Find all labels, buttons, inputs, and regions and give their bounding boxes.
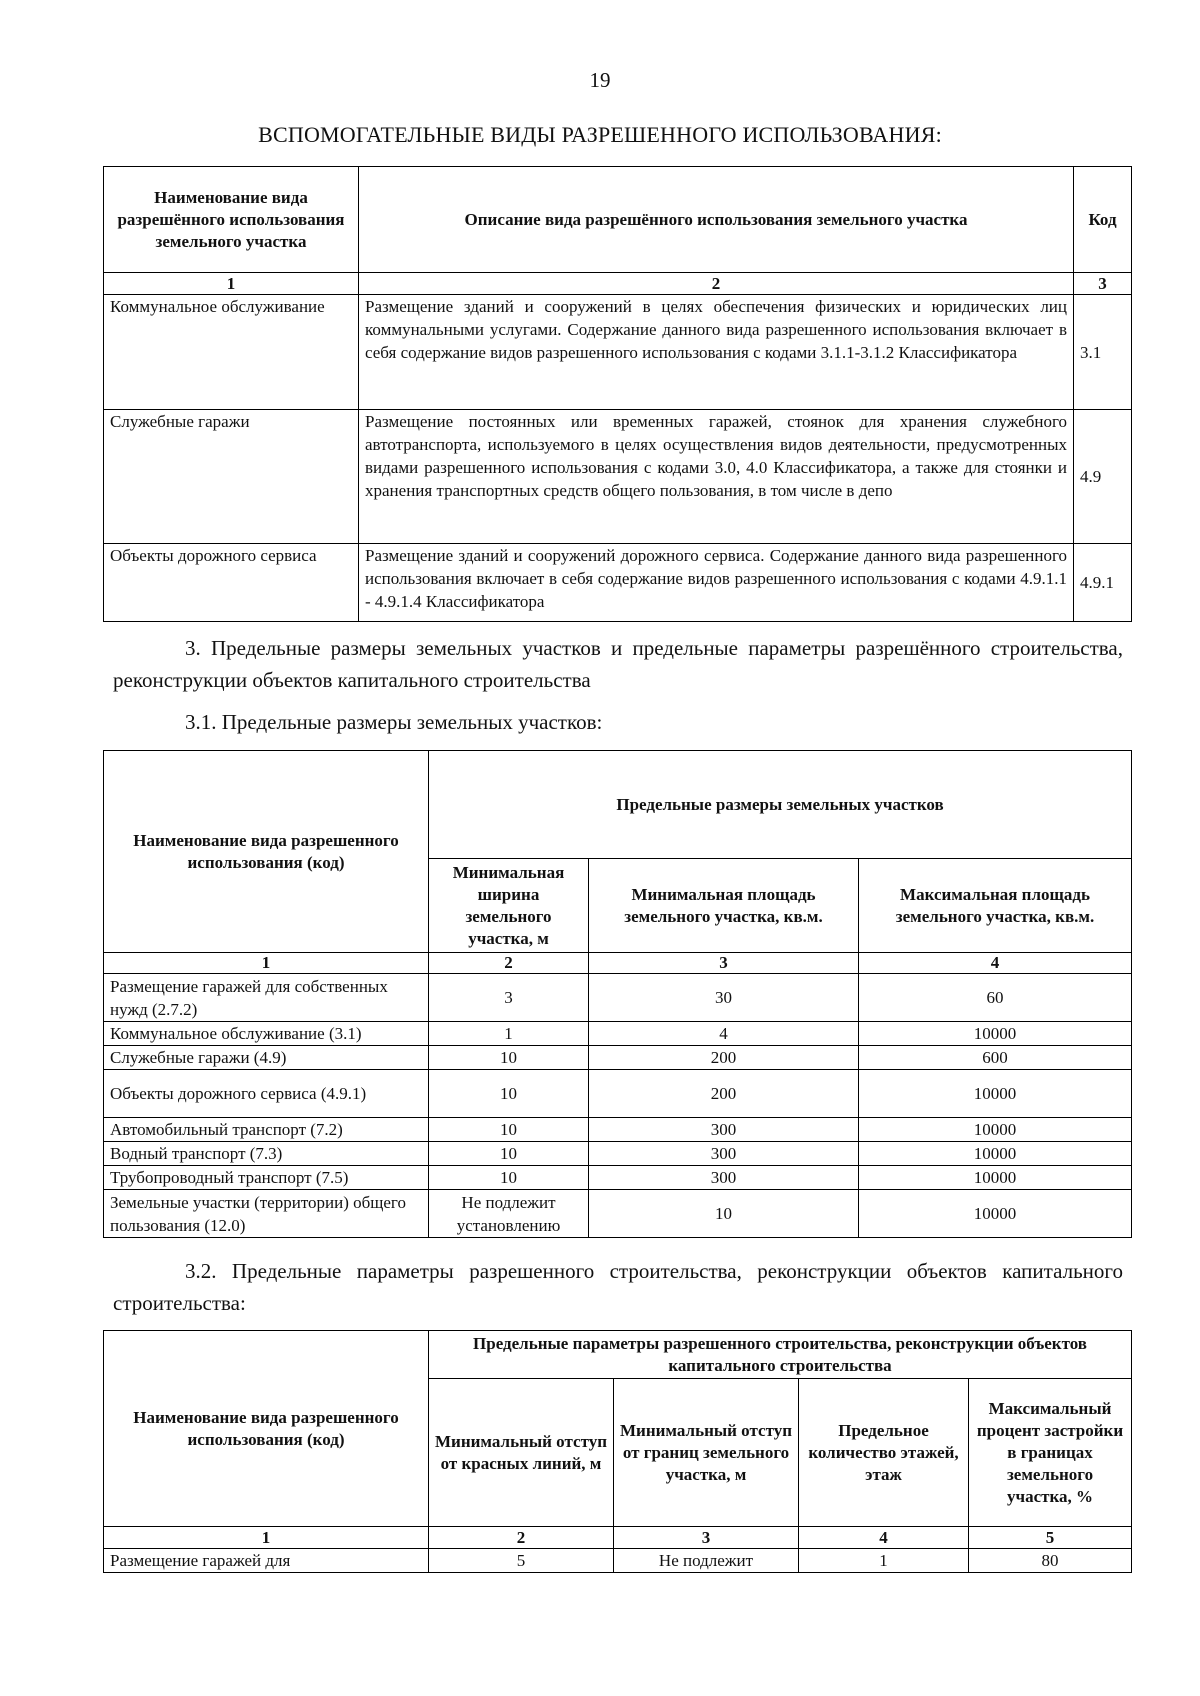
column-number: 5 <box>969 1527 1132 1549</box>
column-number: 3 <box>614 1527 799 1549</box>
construction-parameters-table <box>103 1330 1132 1573</box>
min-area-value: 30 <box>589 974 859 1022</box>
use-description: Размещение постоянных или временных гаражей, стоянок для хранения служебного автотранспорта, используемого в целях осуществления видов деятельности, предусмотренных видами разрешенного использования с кодами 3.0, 4.0 Классификатора, а также для стоянки и хранения транспортных средств общего пользования, в том числе в депо <box>359 410 1074 544</box>
use-name: Трубопроводный транспорт (7.5) <box>104 1166 429 1190</box>
table-header-row <box>104 1331 1132 1379</box>
use-name: Объекты дорожного сервиса (4.9.1) <box>104 1070 429 1118</box>
boundary-setback-value: Не подлежит <box>614 1549 799 1573</box>
table-row <box>104 544 1132 622</box>
auxiliary-uses-table <box>103 166 1132 622</box>
header-max-coverage: Максимальный процент застройки в границах земельного участка, % <box>969 1379 1132 1527</box>
min-width-value: 1 <box>429 1022 589 1046</box>
header-min-area: Минимальная площадь земельного участка, кв.м. <box>589 859 859 953</box>
min-width-value: Не подлежит установлению <box>429 1190 589 1238</box>
auxiliary-heading: ВСПОМОГАТЕЛЬНЫЕ ВИДЫ РАЗРЕШЕННОГО ИСПОЛЬЗОВАНИЯ: <box>258 122 942 147</box>
use-name: Коммунальное обслуживание (3.1) <box>104 1022 429 1046</box>
column-number: 3 <box>589 953 859 974</box>
header-max-area: Максимальная площадь земельного участка, кв.м. <box>859 859 1132 953</box>
use-name: Земельные участки (территории) общего пользования (12.0) <box>104 1190 429 1238</box>
table-row <box>104 295 1132 410</box>
use-code: 4.9.1 <box>1074 544 1132 622</box>
max-area-value: 10000 <box>859 1190 1132 1238</box>
column-number-row <box>104 273 1132 295</box>
floor-limit-value: 1 <box>799 1549 969 1573</box>
table-row <box>104 1118 1132 1142</box>
max-area-value: 600 <box>859 1046 1132 1070</box>
header-floor-limit: Предельное количество этажей, этаж <box>799 1379 969 1527</box>
header-boundary-setback: Минимальный отступ от границ земельного участка, м <box>614 1379 799 1527</box>
table-row <box>104 974 1132 1022</box>
column-number: 1 <box>104 1527 429 1549</box>
use-code: 4.9 <box>1074 410 1132 544</box>
use-name: Служебные гаражи (4.9) <box>104 1046 429 1070</box>
table-row <box>104 1022 1132 1046</box>
max-area-value: 60 <box>859 974 1132 1022</box>
header-code: Код <box>1074 167 1132 273</box>
use-name: Размещение гаражей для собственных нужд (2.7.2) <box>104 974 429 1022</box>
column-number: 1 <box>104 953 429 974</box>
use-name: Объекты дорожного сервиса <box>104 544 359 622</box>
section-3-1-title: 3.1. Предельные размеры земельных участков: <box>185 710 603 734</box>
header-red-line-setback: Минимальный отступ от красных линий, м <box>429 1379 614 1527</box>
header-min-width: Минимальная ширина земельного участка, м <box>429 859 589 953</box>
max-area-value: 10000 <box>859 1118 1132 1142</box>
column-number: 1 <box>104 273 359 295</box>
header-name: Наименование вида разрешённого использования земельного участка <box>104 167 359 273</box>
table-header-row <box>104 167 1132 273</box>
column-number: 2 <box>359 273 1074 295</box>
min-width-value: 10 <box>429 1118 589 1142</box>
min-width-value: 10 <box>429 1046 589 1070</box>
table-row <box>104 1166 1132 1190</box>
column-number: 3 <box>1074 273 1132 295</box>
table-row <box>104 1046 1132 1070</box>
max-area-value: 10000 <box>859 1166 1132 1190</box>
min-area-value: 300 <box>589 1118 859 1142</box>
header-name: Наименование вида разрешенного использования (код) <box>104 751 429 953</box>
min-area-value: 300 <box>589 1166 859 1190</box>
min-width-value: 3 <box>429 974 589 1022</box>
min-width-value: 10 <box>429 1166 589 1190</box>
min-area-value: 200 <box>589 1046 859 1070</box>
column-number-row <box>104 953 1132 974</box>
red-line-setback-value: 5 <box>429 1549 614 1573</box>
table-header-row <box>104 751 1132 859</box>
min-width-value: 10 <box>429 1142 589 1166</box>
column-number: 2 <box>429 1527 614 1549</box>
min-area-value: 300 <box>589 1142 859 1166</box>
plot-size-limits-table <box>103 750 1132 1238</box>
min-area-value: 4 <box>589 1022 859 1046</box>
table-row <box>104 1142 1132 1166</box>
use-description: Размещение зданий и сооружений дорожного сервиса. Содержание данного вида разрешенного использования включает в себя содержание видов разрешенного использования с кодами 4.9.1.1 - 4.9.1.4 Классификатора <box>359 544 1074 622</box>
table-row <box>104 410 1132 544</box>
use-code: 3.1 <box>1074 295 1132 410</box>
header-group: Предельные размеры земельных участков <box>429 751 1132 859</box>
use-name: Водный транспорт (7.3) <box>104 1142 429 1166</box>
use-name: Размещение гаражей для <box>104 1549 429 1573</box>
column-number: 2 <box>429 953 589 974</box>
table-row <box>104 1190 1132 1238</box>
header-description: Описание вида разрешённого использования земельного участка <box>359 167 1074 273</box>
section-3-2-title: 3.2. Предельные параметры разрешенного строительства, реконструкции объектов капитального строительства: <box>113 1259 1123 1315</box>
use-name: Коммунальное обслуживание <box>104 295 359 410</box>
min-area-value: 10 <box>589 1190 859 1238</box>
column-number: 4 <box>859 953 1132 974</box>
header-name: Наименование вида разрешенного использования (код) <box>104 1331 429 1527</box>
max-area-value: 10000 <box>859 1142 1132 1166</box>
column-number-row <box>104 1527 1132 1549</box>
use-name: Служебные гаражи <box>104 410 359 544</box>
min-width-value: 10 <box>429 1070 589 1118</box>
page-number: 19 <box>589 68 611 92</box>
use-description: Размещение зданий и сооружений в целях обеспечения физических и юридических лиц коммунальными услугами. Содержание данного вида разрешенного использования включает в себя содержание видов разрешенного использования с кодами 3.1.1-3.1.2 Классификатора <box>359 295 1074 410</box>
max-area-value: 10000 <box>859 1070 1132 1118</box>
table-row <box>104 1549 1132 1573</box>
min-area-value: 200 <box>589 1070 859 1118</box>
column-number: 4 <box>799 1527 969 1549</box>
header-group: Предельные параметры разрешенного строительства, реконструкции объектов капитального строительства <box>429 1331 1132 1379</box>
max-coverage-value: 80 <box>969 1549 1132 1573</box>
table-row <box>104 1070 1132 1118</box>
max-area-value: 10000 <box>859 1022 1132 1046</box>
use-name: Автомобильный транспорт (7.2) <box>104 1118 429 1142</box>
section-3-title: 3. Предельные размеры земельных участков и предельные параметры разрешённого строительства, реконструкции объектов капитального строительства <box>113 636 1123 692</box>
